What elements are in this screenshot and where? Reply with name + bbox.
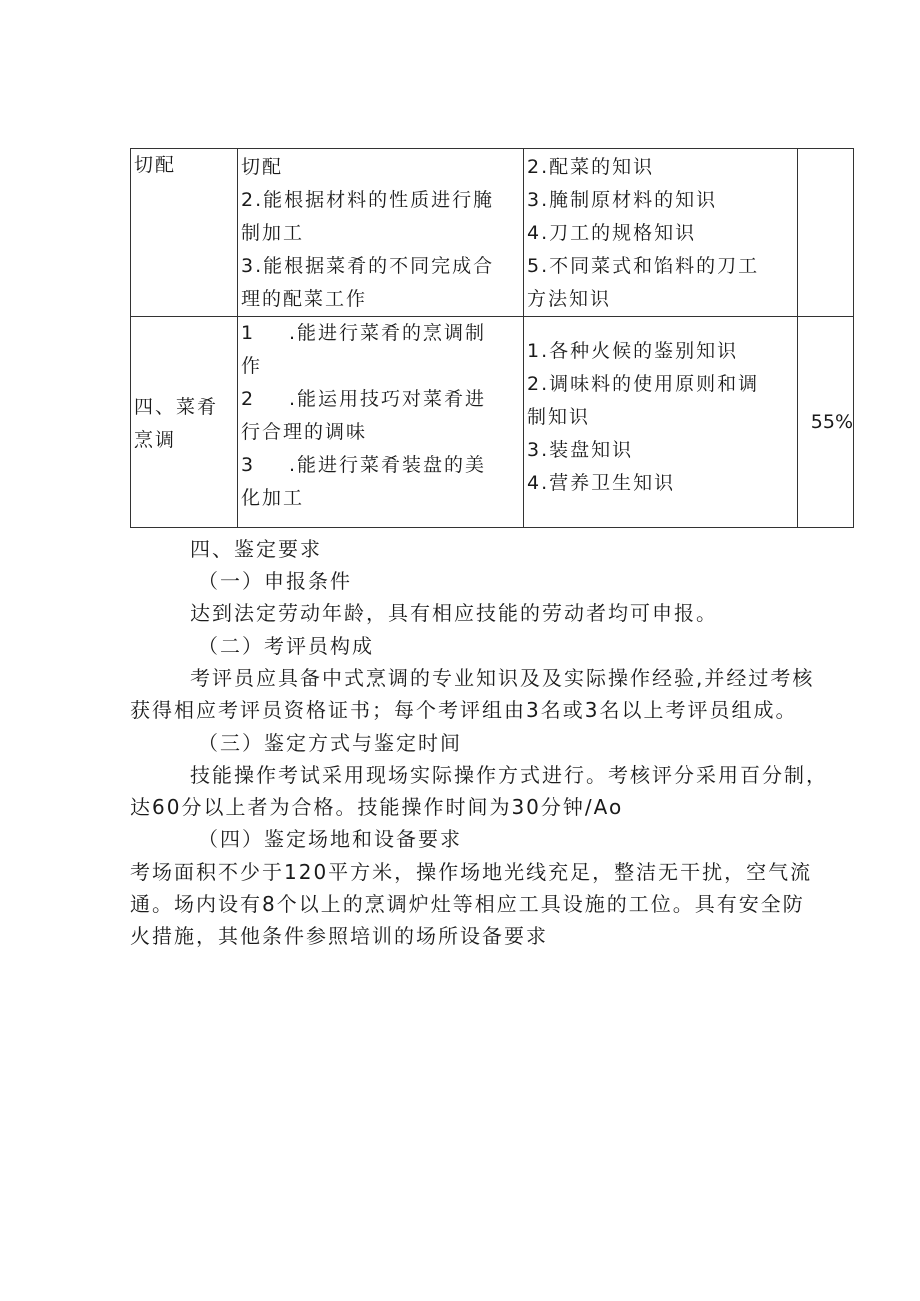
knowledge-line: 3.装盘知识 [527, 439, 634, 461]
knowledge-line: 2.配菜的知识 [527, 156, 655, 178]
knowledge-line: 4.刀工的规格知识 [527, 222, 697, 244]
category-cell [131, 149, 238, 317]
knowledge-line: 3.腌制原材料的知识 [527, 189, 718, 211]
skill-line: 制加工 [241, 222, 305, 244]
weight-cell: 55% [798, 317, 854, 528]
paragraph: 达到法定劳动年龄，具有相应技能的劳动者均可申报。 [190, 601, 718, 625]
skill-line [241, 350, 523, 383]
subsection-heading: （一）申报条件 [198, 569, 352, 593]
skill-line [241, 383, 523, 416]
subsection-heading: （三）鉴定方式与鉴定时间 [198, 731, 462, 755]
paragraph: 考场面积不少于120平方米，操作场地光线充足，整洁无干扰，空气流 [130, 860, 813, 884]
paragraph: 获得相应考评员资格证书；每个考评组由3名或3名以上考评员组成。 [130, 698, 798, 722]
skill-line [241, 317, 523, 350]
knowledge-line: 方法知识 [527, 288, 612, 310]
skill-text: .能进行菜肴装盘的美 [289, 454, 487, 476]
paragraph: 火措施，其他条件参照培训的场所设备要求 [130, 924, 548, 948]
skills-table [130, 148, 854, 528]
skill-text: .能进行菜肴的烹调制 [289, 322, 487, 344]
skills-cell [238, 149, 524, 317]
knowledge-line: 1.各种火候的鉴别知识 [527, 340, 739, 362]
paragraph: 达60分以上者为合格。技能操作时间为30分钟/Ao [130, 795, 624, 819]
table-row [131, 317, 854, 528]
item-number: 1 [241, 322, 256, 344]
skill-text: 行合理的调味 [241, 421, 368, 443]
skill-text: 化加工 [241, 487, 305, 509]
skill-line [241, 416, 523, 449]
subsection-heading: （四）鉴定场地和设备要求 [198, 827, 462, 851]
weight-cell [798, 149, 854, 317]
skill-line: 切配 [241, 156, 284, 178]
skill-text: 作 [241, 355, 263, 377]
skill-text: .能运用技巧对菜肴进 [289, 388, 487, 410]
knowledge-cell [524, 317, 798, 528]
item-number: 3 [241, 454, 256, 476]
knowledge-line: 2.调味料的使用原则和调 [527, 373, 760, 395]
item-number: 2 [241, 388, 256, 410]
table-row [131, 149, 854, 317]
knowledge-cell [524, 149, 798, 317]
category-text: 四、菜肴 [134, 396, 219, 418]
skill-line: 2.能根据材料的性质进行腌 [241, 189, 495, 211]
knowledge-line: 制知识 [527, 406, 591, 428]
category-text: 烹调 [134, 429, 177, 451]
knowledge-line: 4.营养卫生知识 [527, 472, 676, 494]
paragraph: 考评员应具备中式烹调的专业知识及及实际操作经验,并经过考核 [190, 666, 815, 690]
paragraph: 通。场内设有8个以上的烹调炉灶等相应工具设施的工位。具有安全防 [130, 892, 805, 916]
category-text: 切配 [134, 154, 177, 176]
section-title: 四、鉴定要求 [190, 537, 322, 561]
skill-line: 理的配菜工作 [241, 288, 368, 310]
skills-cell [238, 317, 524, 528]
skill-line [241, 449, 523, 482]
skill-line [241, 482, 523, 515]
category-cell [131, 317, 238, 528]
knowledge-line: 5.不同菜式和馅料的刀工 [527, 255, 760, 277]
paragraph: 技能操作考试采用现场实际操作方式进行。考核评分采用百分制， [190, 763, 828, 787]
skill-line: 3.能根据菜肴的不同完成合 [241, 255, 495, 277]
subsection-heading: （二）考评员构成 [198, 634, 374, 658]
